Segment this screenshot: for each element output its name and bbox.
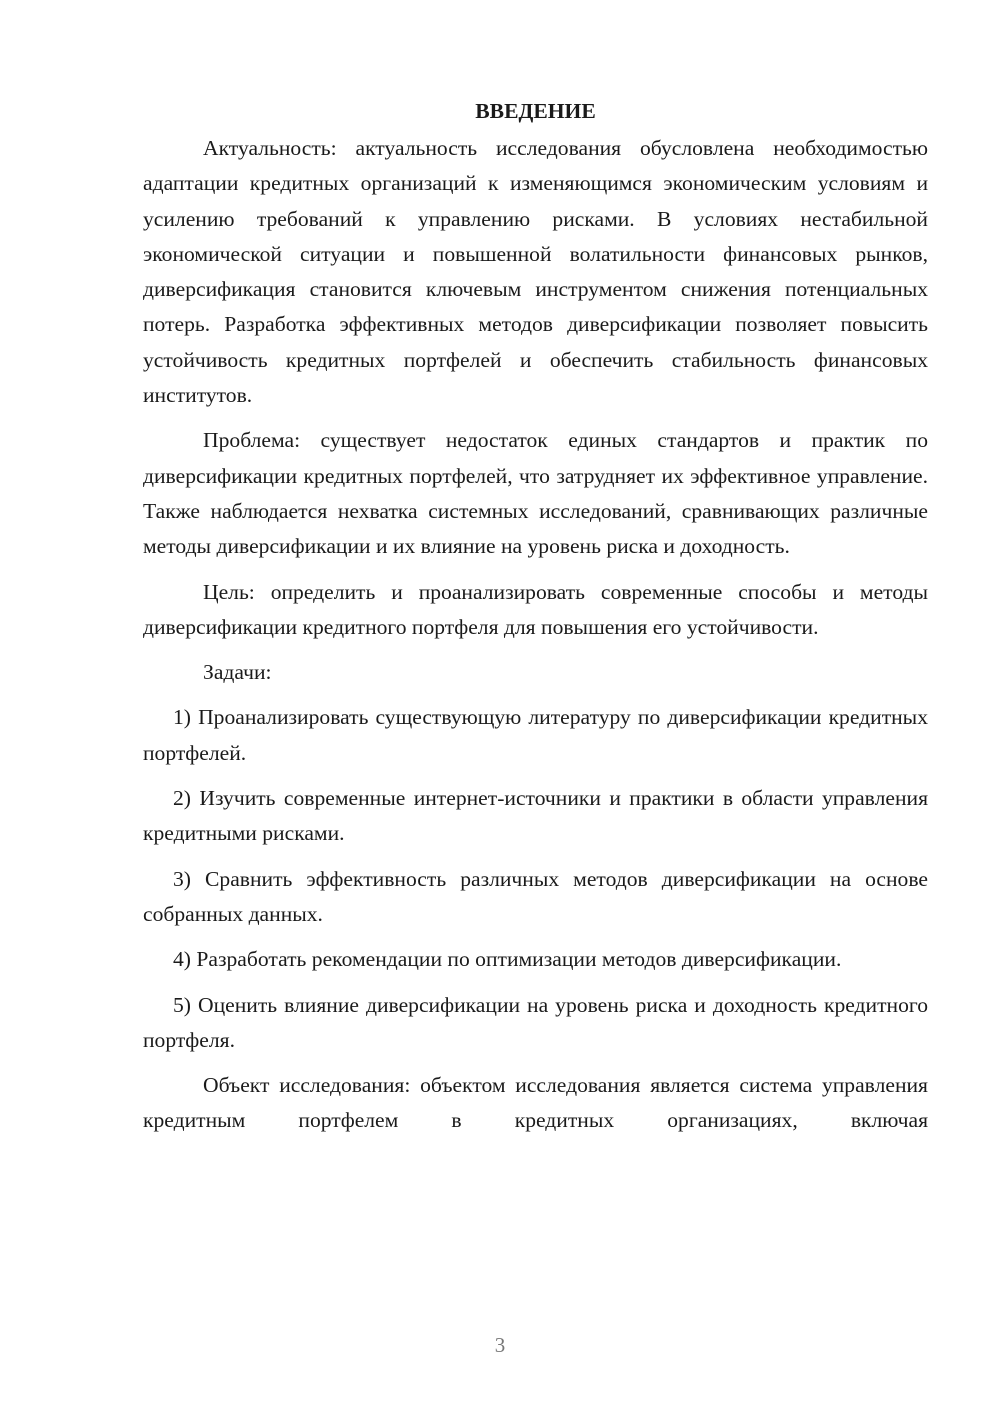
page-number: 3 (494, 1333, 506, 1357)
paragraph-object: Объект исследования: объектом исследования является система управления кредитным портфелем в кредитных организациях, включая (143, 1073, 928, 1133)
task-item-5: 5) Оценить влияние диверсификации на уровень риска и доходность кредитного портфеля. (143, 992, 928, 1052)
paragraph-problem: Проблема: существует недостаток единых стандартов и практик по диверсификации кредитных портфелей, что затрудняет их эффективное управление. Также наблюдается нехватка системных исследований, сравнивающих различные методы диверсификации и их влияние на уровень риска и доходность. (143, 428, 928, 559)
paragraph-goal: Цель: определить и проанализировать современные способы и методы диверсификации кредитного портфеля для повышения его устойчивости. (143, 579, 928, 639)
document-page (143, 96, 928, 1149)
section-heading: ВВЕДЕНИЕ (475, 99, 596, 123)
task-item-4: 4) Разработать рекомендации по оптимизации методов диверсификации. (173, 947, 842, 972)
task-item-3: 3) Сравнить эффективность различных методов диверсификации на основе собранных данных. (143, 866, 928, 926)
paragraph-relevance: Актуальность: актуальность исследования обусловлена необходимостью адаптации кредитных организаций к изменяющимся экономическим условиям и усилению требований к управлению рисками. В условиях нестабильной экономической ситуации и повышенной волатильности финансовых рынков, диверсификация становится ключевым инструментом снижения потенциальных потерь. Разработка эффективных методов диверсификации позволяет повысить устойчивость кредитных портфелей и обеспечить стабильность финансовых институтов. (143, 136, 928, 408)
task-item-1: 1) Проанализировать существующую литературу по диверсификации кредитных портфелей. (143, 705, 928, 765)
paragraph-tasks-label: Задачи: (203, 660, 272, 685)
task-item-2: 2) Изучить современные интернет-источники и практики в области управления кредитными рисками. (143, 786, 928, 846)
